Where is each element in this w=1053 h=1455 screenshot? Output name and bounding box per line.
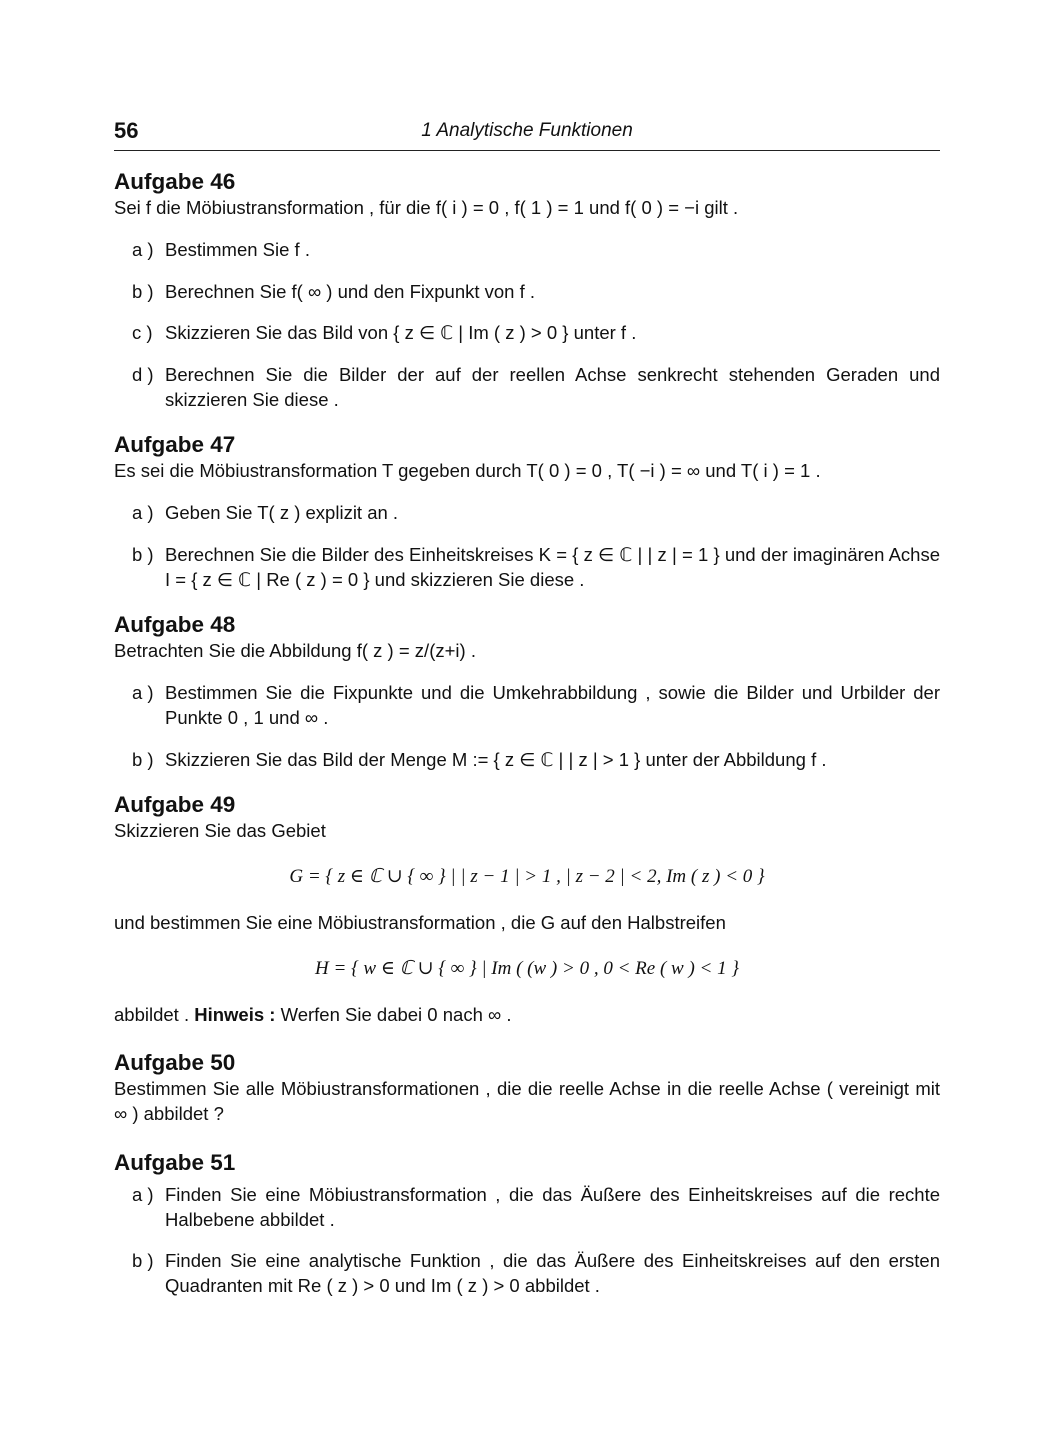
item-text: Finden Sie eine Möbiustransformation , die das Äußere des Einheitskreises auf die rechte Halbebene abbildet . [165,1184,940,1230]
exercise-title: Aufgabe 47 [114,432,236,457]
exercise-intro: Bestimmen Sie alle Möbiustransformationen , die die reelle Achse in die reelle Achse ( vereinigt mit ∞ ) abbildet ? [114,1078,940,1124]
exercise-50 [114,1050,940,1126]
exercise-title: Aufgabe 50 [114,1050,236,1075]
exercise-46 [114,169,940,220]
exercise-intro: Skizzieren Sie das Gebiet [114,820,326,841]
item-text: Skizzieren Sie das Bild der Menge M := { z ∈ ℂ | | z | > 1 } unter der Abbildung f . [165,749,827,770]
item-label: c ) [132,322,153,343]
exercise-49 [114,792,940,843]
paragraph-text [114,1002,940,1027]
item-text: Bestimmen Sie f . [165,239,310,260]
page-header [114,118,940,151]
item-label: a ) [132,502,154,523]
hint-label: Hinweis : [194,1004,276,1025]
exercise-49-middle [114,910,940,935]
exercise-47 [114,432,940,483]
page-number: 56 [114,118,139,143]
item-label: b ) [132,749,154,770]
exercise-intro: Es sei die Möbiustransformation T gegeben durch T( 0 ) = 0 , T( −i ) = ∞ und T( i ) = 1 . [114,460,821,481]
exercise-title: Aufgabe 51 [114,1150,236,1175]
item-label: a ) [132,682,154,703]
exercise-title: Aufgabe 49 [114,792,236,817]
exercise-intro: Sei f die Möbiustransformation , für die f( i ) = 0 , f( 1 ) = 1 und f( 0 ) = −i gilt . [114,197,739,218]
item-text: Geben Sie T( z ) explizit an . [165,502,399,523]
item-label: b ) [132,1250,154,1271]
item-text: Berechnen Sie die Bilder der auf der reellen Achse senkrecht stehenden Geraden und skizzieren Sie diese . [165,364,940,410]
hint-text: Werfen Sie dabei 0 nach ∞ . [280,1004,512,1025]
item-label: b ) [132,544,154,565]
item-text: Skizzieren Sie das Bild von { z ∈ ℂ | Im ( z ) > 0 } unter f . [165,322,637,343]
exercise-51 [114,1150,940,1176]
paragraph-text: und bestimmen Sie eine Möbiustransformation , die G auf den Halbstreifen [114,912,726,933]
item-text: Bestimmen Sie die Fixpunkte und die Umkehrabbildung , sowie die Bilder und Urbilder der Punkte 0 , 1 und ∞ . [165,682,940,728]
formula-h: H = { w ∈ ℂ ∪ { ∞ } | Im ( (w ) > 0 , 0 < Re ( w ) < 1 } [315,958,739,979]
item-label: d ) [132,364,154,385]
running-title: 1 Analytische Funktionen [421,120,633,141]
formula-g: G = { z ∈ ℂ ∪ { ∞ } | | z − 1 | > 1 , | z − 2 | < 2, Im ( z ) < 0 } [289,866,765,887]
exercise-title: Aufgabe 48 [114,612,236,637]
item-text: Finden Sie eine analytische Funktion , die das Äußere des Einheitskreises auf den ersten Quadranten mit Re ( z ) > 0 und Im ( z ) > 0 abbildet . [165,1250,940,1296]
item-label: a ) [132,1184,154,1205]
exercise-49-end [114,1002,940,1027]
exercise-48 [114,612,940,663]
exercise-title: Aufgabe 46 [114,169,236,194]
end-text: abbildet . [114,1004,190,1025]
item-text: Berechnen Sie die Bilder des Einheitskreises K = { z ∈ ℂ | | z | = 1 } und der imaginären Achse I = { z ∈ ℂ | Re ( z ) = 0 } und skizzieren Sie diese . [165,544,940,590]
item-label: a ) [132,239,154,260]
item-label: b ) [132,281,154,302]
exercise-intro: Betrachten Sie die Abbildung f( z ) = z/(z+i) . [114,640,476,661]
item-text: Berechnen Sie f( ∞ ) und den Fixpunkt von f . [165,281,536,302]
